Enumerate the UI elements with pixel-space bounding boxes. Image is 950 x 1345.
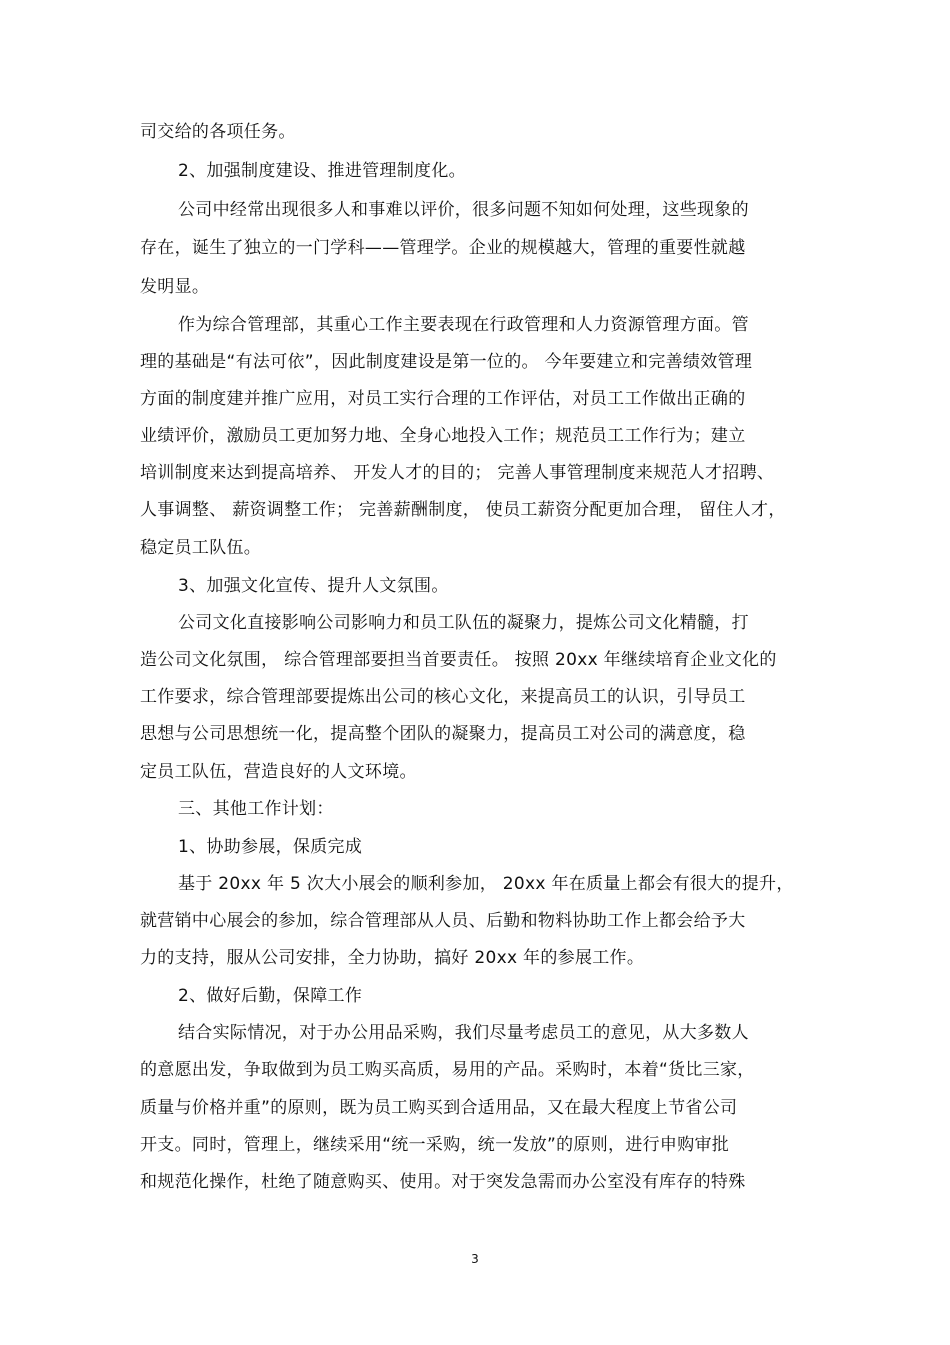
section-heading: 1、协助参展，保质完成 (178, 837, 363, 857)
text-line: 造公司文化氛围， 综合管理部要担当首要责任。 按照 20xx 年继续培育企业文化的 (140, 650, 777, 670)
text-line: 业绩评价，激励员工更加努力地、全身心地投入工作；规范员工工作行为；建立 (140, 426, 746, 446)
section-heading: 2、加强制度建设、推进管理制度化。 (178, 161, 466, 181)
text-line: 培训制度来达到提高培养、 开发人才的目的； 完善人事管理制度来规范人才招聘、 (140, 463, 775, 483)
text-line: 公司文化直接影响公司影响力和员工队伍的凝聚力，提炼公司文化精髓，打 (178, 613, 749, 633)
page-number: 3 (471, 1252, 479, 1266)
text-line: 人事调整、 薪资调整工作； 完善薪酬制度， 使员工薪资分配更加合理， 留住人才， (140, 500, 786, 520)
text-line: 作为综合管理部，其重心工作主要表现在行政管理和人力资源管理方面。管 (178, 315, 749, 335)
text-line: 司交给的各项任务。 (140, 122, 296, 142)
text-line: 方面的制度建并推广应用，对员工实行合理的工作评估，对员工工作做出正确的 (140, 389, 746, 409)
text-line: 就营销中心展会的参加，综合管理部从人员、后勤和物料协助工作上都会给予大 (140, 911, 746, 931)
text-line: 基于 20xx 年 5 次大小展会的顺利参加， 20xx 年在质量上都会有很大的提升， (178, 874, 794, 894)
text-line: 的意愿出发，争取做到为员工购买高质，易用的产品。采购时，本着“货比三家， (140, 1060, 755, 1080)
text-line: 发明显。 (140, 277, 210, 297)
section-heading: 3、加强文化宣传、提升人文氛围。 (178, 576, 449, 596)
text-line: 工作要求，综合管理部要提炼出公司的核心文化，来提高员工的认识，引导员工 (140, 687, 746, 707)
section-heading: 三、其他工作计划： (178, 799, 334, 819)
text-line: 开支。同时，管理上，继续采用“统一采购，统一发放”的原则，进行申购审批 (140, 1135, 730, 1155)
section-heading: 2、做好后勤，保障工作 (178, 986, 363, 1006)
text-line: 结合实际情况，对于办公用品采购，我们尽量考虑员工的意见，从大多数人 (178, 1023, 749, 1043)
text-line: 稳定员工队伍。 (140, 538, 262, 558)
text-line: 定员工队伍，营造良好的人文环境。 (140, 762, 417, 782)
text-line: 公司中经常出现很多人和事难以评价，很多问题不知如何处理，这些现象的 (178, 200, 749, 220)
text-line: 存在，诞生了独立的一门学科——管理学。企业的规模越大，管理的重要性就越 (140, 238, 746, 258)
text-line: 和规范化操作，杜绝了随意购买、使用。对于突发急需而办公室没有库存的特殊 (140, 1172, 746, 1192)
text-line: 质量与价格并重”的原则，既为员工购买到合适用品，又在最大程度上节省公司 (140, 1098, 738, 1118)
text-line: 理的基础是“有法可依”，因此制度建设是第一位的。 今年要建立和完善绩效管理 (140, 352, 753, 372)
text-line: 力的支持，服从公司安排，全力协助，搞好 20xx 年的参展工作。 (140, 948, 645, 968)
text-line: 思想与公司思想统一化，提高整个团队的凝聚力，提高员工对公司的满意度，稳 (140, 724, 746, 744)
